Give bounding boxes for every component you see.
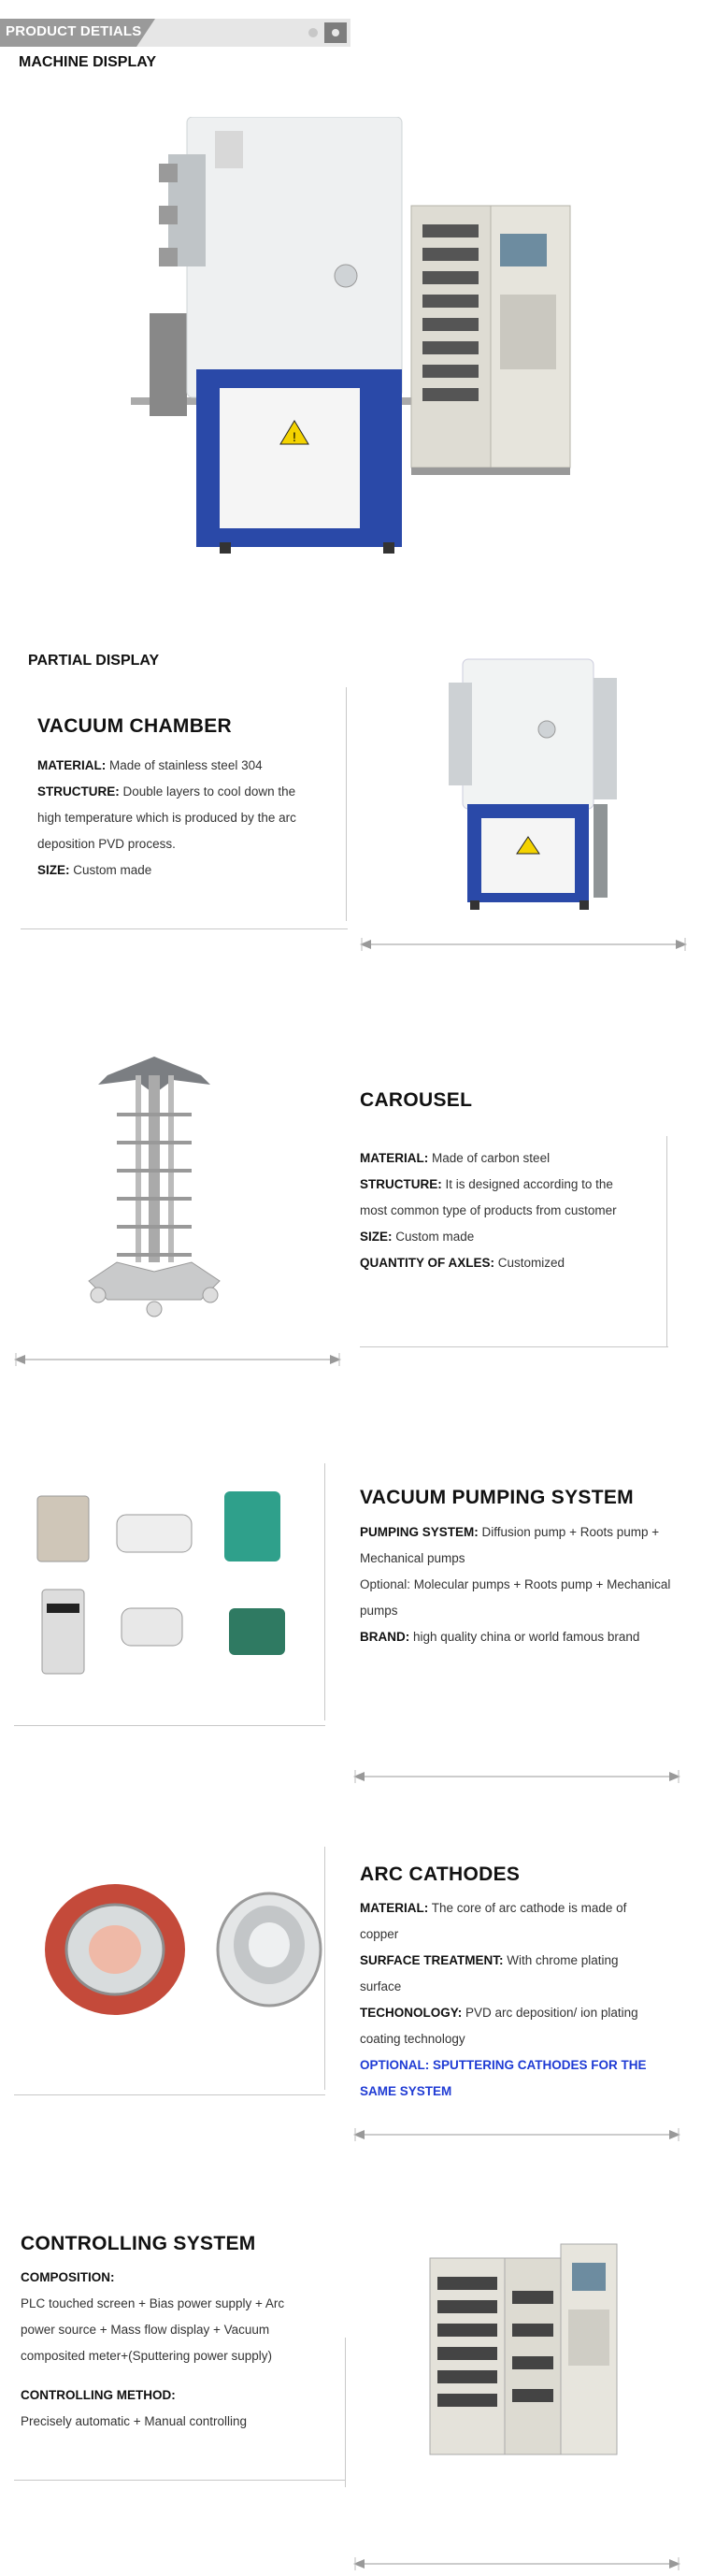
vacuum-chamber-text: MATERIAL: Made of stainless steel 304 STRUCTURE: Double layers to cool down the high temperature which is produced by the arc deposition PVD process. SIZE: Custom made: [37, 758, 296, 877]
slider-dot[interactable]: [308, 28, 318, 37]
divider: [21, 928, 348, 929]
carousel-text: MATERIAL: Made of carbon steel STRUCTURE: It is designed according to the most common type of products from customer SIZE: Custom made QUANTITY OF AXLES: Customized: [360, 1151, 617, 1270]
dimension-arrow: [353, 2557, 680, 2570]
control-cabinet-image: [411, 2235, 622, 2464]
carousel-image: [79, 1038, 229, 1318]
slider-dot-active[interactable]: [324, 22, 347, 43]
divider: [346, 687, 347, 921]
controlling-text: COMPOSITION: PLC touched screen + Bias power supply + Arc power source + Mass flow display + Vacuum composited meter+(Sputtering power supply) CONTROLLING METHOD: Precisely automatic + Manual controlling: [21, 2270, 285, 2428]
header-tab-label: PRODUCT DETIALS: [6, 23, 142, 39]
partial-display-label: PARTIAL DISPLAY: [28, 653, 160, 669]
dimension-arrow: [14, 1353, 341, 1366]
pumping-text: PUMPING SYSTEM: Diffusion pump + Roots pump + Mechanical pumps Optional: Molecular pumps + Roots pump + Mechanical pumps BRAND: high quality china or world famous brand: [360, 1525, 671, 1644]
carousel-title: CAROUSEL: [360, 1089, 473, 1111]
pumps-image: [33, 1482, 304, 1683]
vacuum-chamber-title: VACUUM CHAMBER: [37, 715, 232, 737]
warning-icon: !: [293, 429, 296, 444]
dimension-arrow: [353, 2128, 680, 2141]
divider: [360, 1346, 668, 1347]
arc-cathodes-title: ARC CATHODES: [360, 1864, 521, 1885]
divider: [14, 2480, 346, 2481]
vacuum-chamber-image: [360, 650, 631, 930]
pumping-title: VACUUM PUMPING SYSTEM: [360, 1487, 634, 1508]
divider: [345, 2338, 346, 2487]
controlling-title: CONTROLLING SYSTEM: [21, 2233, 256, 2254]
machine-image: [131, 117, 579, 561]
machine-display-label: MACHINE DISPLAY: [19, 54, 156, 70]
dimension-arrow: [360, 938, 687, 951]
arc-cathodes-image: [36, 1870, 325, 2029]
divider: [666, 1136, 667, 1346]
divider: [14, 2094, 325, 2095]
arc-cathodes-text: MATERIAL: The core of arc cathode is made of copper SURFACE TREATMENT: With chrome plating surface TECHONOLOGY: PVD arc deposition/ ion plating coating technology OPTIONAL: SPUTTERING CATHODES FOR THE SAME SYSTEM: [360, 1901, 647, 2098]
dimension-arrow: [353, 1770, 680, 1783]
divider: [324, 1847, 325, 2090]
divider: [14, 1725, 325, 1726]
divider: [324, 1463, 325, 1720]
